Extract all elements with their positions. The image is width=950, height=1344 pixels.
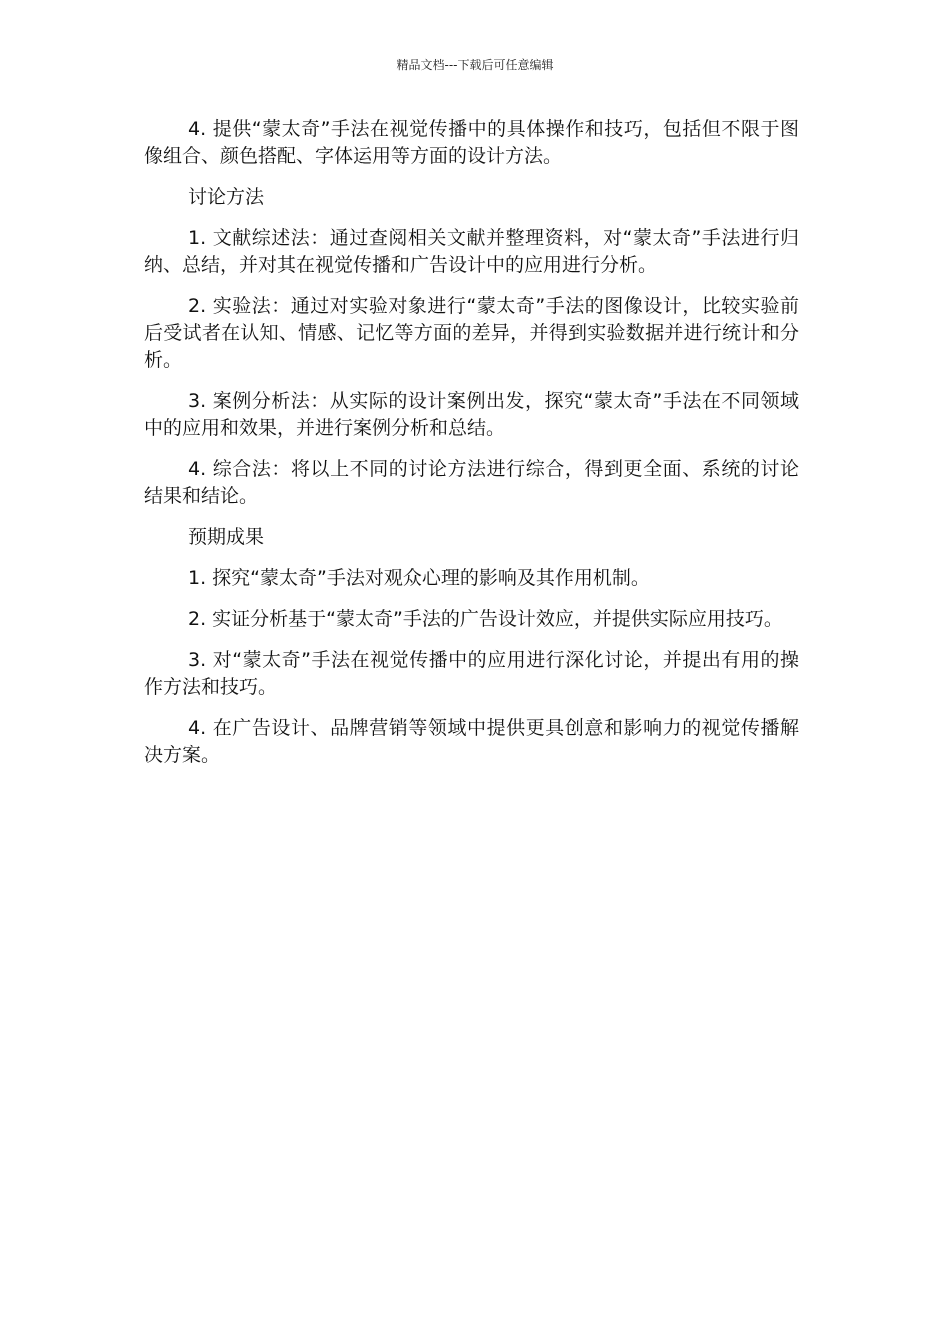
paragraph-method-case-analysis: 3. 案例分析法：从实际的设计案例出发，探究“蒙太奇”手法在不同领域中的应用和效果，并进行案例分析和总结。 [144, 390, 799, 439]
section-heading-discussion-methods: 讨论方法 [188, 186, 265, 208]
paragraph-method-experiment: 2. 实验法：通过对实验对象进行“蒙太奇”手法的图像设计，比较实验前后受试者在认知、情感、记忆等方面的差异，并得到实验数据并进行统计和分析。 [144, 295, 799, 371]
page-header: 精品文档---下载后可任意编辑 [396, 58, 554, 72]
section-heading-expected-outcomes: 预期成果 [188, 526, 265, 548]
paragraph-method-literature-review: 1. 文献综述法：通过查阅相关文献并整理资料，对“蒙太奇”手法进行归纳、总结，并对其在视觉传播和广告设计中的应用进行分析。 [144, 227, 799, 276]
paragraph-goal-4: 4. 提供“蒙太奇”手法在视觉传播中的具体操作和技巧，包括但不限于图像组合、颜色搭配、字体运用等方面的设计方法。 [144, 118, 799, 167]
paragraph-outcome-2: 2. 实证分析基于“蒙太奇”手法的广告设计效应，并提供实际应用技巧。 [188, 608, 783, 630]
paragraph-method-synthesis: 4. 综合法：将以上不同的讨论方法进行综合，得到更全面、系统的讨论结果和结论。 [144, 458, 799, 507]
paragraph-outcome-4: 4. 在广告设计、品牌营销等领域中提供更具创意和影响力的视觉传播解决方案。 [144, 717, 799, 766]
paragraph-outcome-3: 3. 对“蒙太奇”手法在视觉传播中的应用进行深化讨论，并提出有用的操作方法和技巧。 [144, 649, 799, 698]
paragraph-outcome-1: 1. 探究“蒙太奇”手法对观众心理的影响及其作用机制。 [188, 567, 650, 589]
document-body [144, 116, 799, 783]
